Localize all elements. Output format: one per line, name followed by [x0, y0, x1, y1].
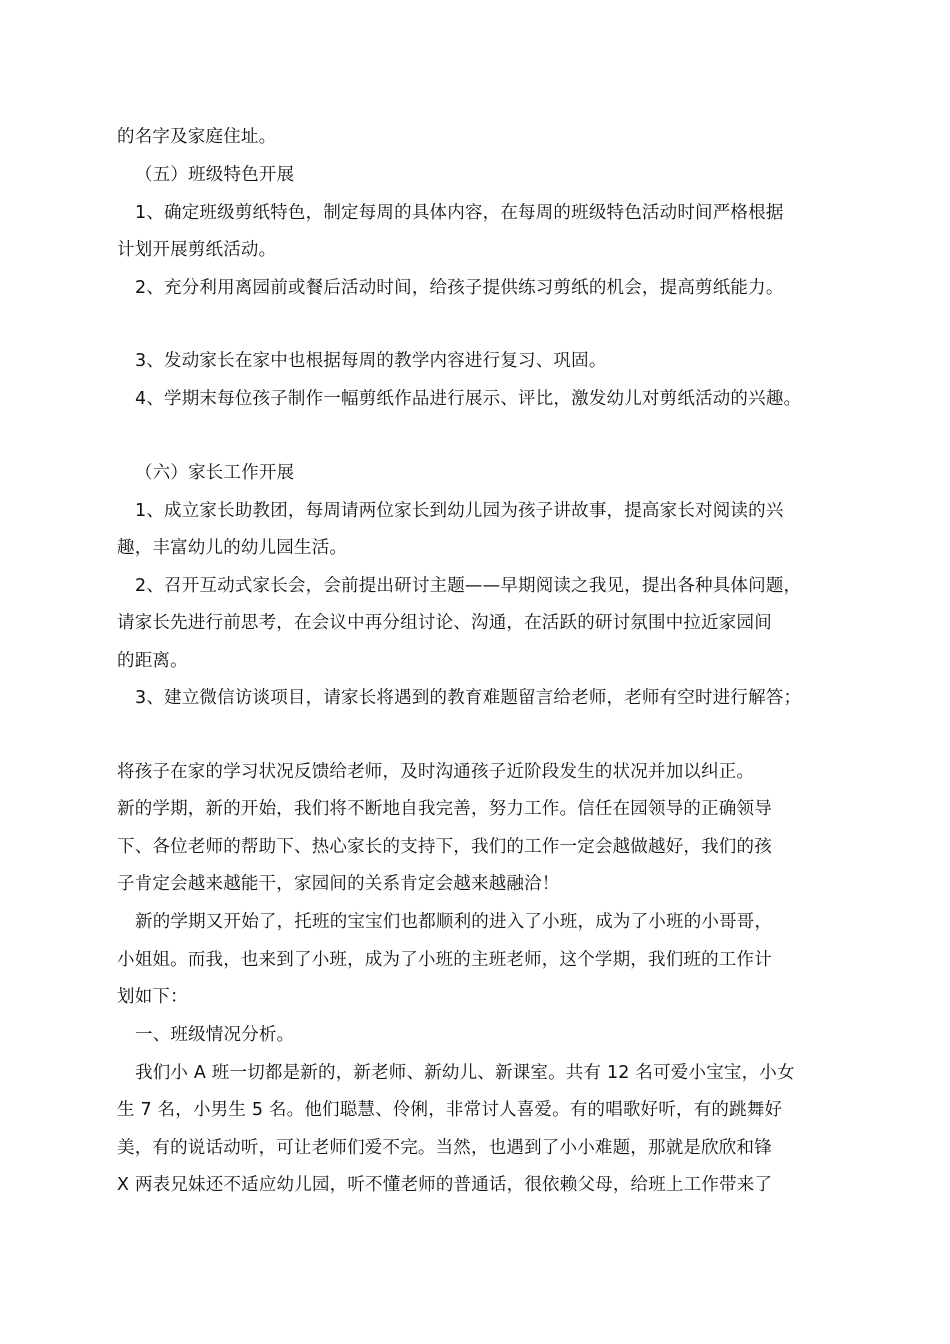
text-line: X 两表兄妹还不适应幼儿园，听不懂老师的普通话，很依赖父母，给班上工作带来了: [117, 1175, 773, 1195]
section-heading: （六）家长工作开展: [135, 463, 295, 483]
text-line: 4、学期末每位孩子制作一幅剪纸作品进行展示、评比，激发幼儿对剪纸活动的兴趣。: [135, 389, 802, 409]
text-line: 划如下：: [117, 987, 188, 1007]
text-line: 2、召开互动式家长会，会前提出研讨主题——早期阅读之我见，提出各种具体问题，: [135, 576, 802, 596]
text-line: 我们小 A 班一切都是新的，新老师、新幼儿、新课室。共有 12 名可爱小宝宝，小女: [135, 1063, 795, 1083]
text-line: 新的学期又开始了，托班的宝宝们也都顺利的进入了小班，成为了小班的小哥哥，: [135, 912, 773, 932]
section-heading: 一、班级情况分析。: [135, 1025, 295, 1045]
text-line: 请家长先进行前思考，在会议中再分组讨论、沟通，在活跃的研讨氛围中拉近家园间: [117, 613, 772, 633]
text-line: 小姐姐。而我，也来到了小班，成为了小班的主班老师，这个学期，我们班的工作计: [117, 950, 772, 970]
text-line: 将孩子在家的学习状况反馈给老师，及时沟通孩子近阶段发生的状况并加以纠正。: [117, 762, 755, 782]
text-line: 新的学期，新的开始，我们将不断地自我完善，努力工作。信任在园领导的正确领导: [117, 799, 772, 819]
text-line: 下、各位老师的帮助下、热心家长的支持下，我们的工作一定会越做越好，我们的孩: [117, 837, 772, 857]
text-line: 1、成立家长助教团，每周请两位家长到幼儿园为孩子讲故事，提高家长对阅读的兴: [135, 501, 784, 521]
text-line: 美，有的说话动听，可让老师们爱不完。当然，也遇到了小小难题，那就是欣欣和锋: [117, 1138, 772, 1158]
text-line: 趣，丰富幼儿的幼儿园生活。: [117, 538, 348, 558]
text-line: 的名字及家庭住址。: [117, 127, 277, 147]
text-line: 3、建立微信访谈项目，请家长将遇到的教育难题留言给老师，老师有空时进行解答；: [135, 688, 802, 708]
text-line: 1、确定班级剪纸特色，制定每周的具体内容，在每周的班级特色活动时间严格根据: [135, 203, 784, 223]
text-line: 3、发动家长在家中也根据每周的教学内容进行复习、巩固。: [135, 351, 607, 371]
text-line: 2、充分利用离园前或餐后活动时间，给孩子提供练习剪纸的机会，提高剪纸能力。: [135, 278, 784, 298]
text-line: 的距离。: [117, 651, 188, 671]
section-heading: （五）班级特色开展: [135, 165, 295, 185]
text-line: 子肯定会越来越能干，家园间的关系肯定会越来越融洽！: [117, 874, 560, 894]
text-line: 生 7 名，小男生 5 名。他们聪慧、伶俐，非常讨人喜爱。有的唱歌好听，有的跳舞好: [117, 1100, 783, 1120]
text-line: 计划开展剪纸活动。: [117, 240, 277, 260]
